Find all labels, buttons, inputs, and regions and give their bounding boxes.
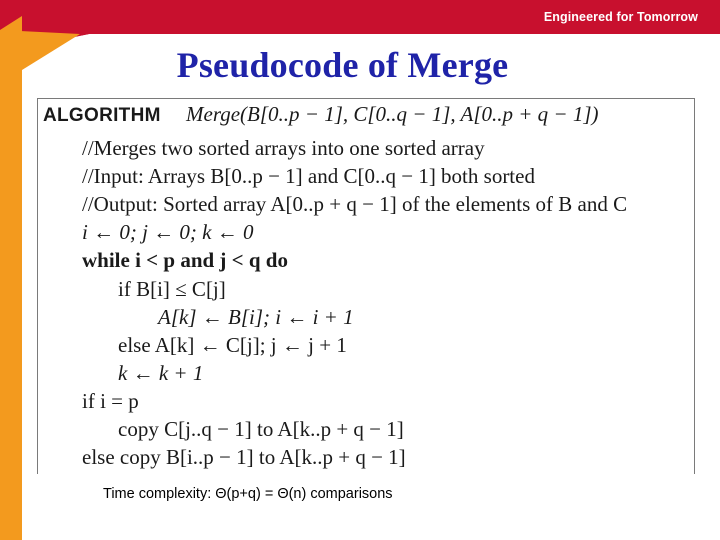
code-line-increment-k: k ← k + 1 — [118, 361, 204, 385]
code-line-else-copy-b: else copy B[i..p − 1] to A[k..p + q − 1] — [82, 445, 406, 469]
algorithm-keyword: ALGORITHM — [43, 105, 161, 126]
code-line-if-i-equals-p: if i = p — [82, 389, 139, 413]
code-line-init: i ← 0; j ← 0; k ← 0 — [82, 220, 254, 244]
code-line-else-assign-c: else A[k] ← C[j]; j ← j + 1 — [118, 333, 347, 357]
page-title: Pseudocode of Merge — [176, 45, 509, 85]
algorithm-header — [43, 102, 599, 127]
code-line-assign-b: A[k] ← B[i]; i ← i + 1 — [158, 305, 354, 329]
code-line-copy-c: copy C[j..q − 1] to A[k..p + q − 1] — [118, 417, 404, 441]
code-line-if-compare: if B[i] ≤ C[j] — [118, 277, 226, 301]
code-line-comment-2: //Input: Arrays B[0..p − 1] and C[0..q − 1] both sorted — [82, 164, 535, 188]
code-line-comment-3: //Output: Sorted array A[0..p + q − 1] of the elements of B and C — [82, 192, 628, 216]
brand-tagline: Engineered for Tomorrow — [543, 10, 698, 24]
code-line-while: while i < p and j < q do — [82, 248, 288, 272]
time-complexity-note: Time complexity: Θ(p+q) = Θ(n) comparisons — [103, 486, 393, 502]
algorithm-signature: Merge(B[0..p − 1], C[0..q − 1], A[0..p + q − 1]) — [186, 102, 599, 126]
code-line-comment-1: //Merges two sorted arrays into one sorted array — [82, 136, 485, 160]
